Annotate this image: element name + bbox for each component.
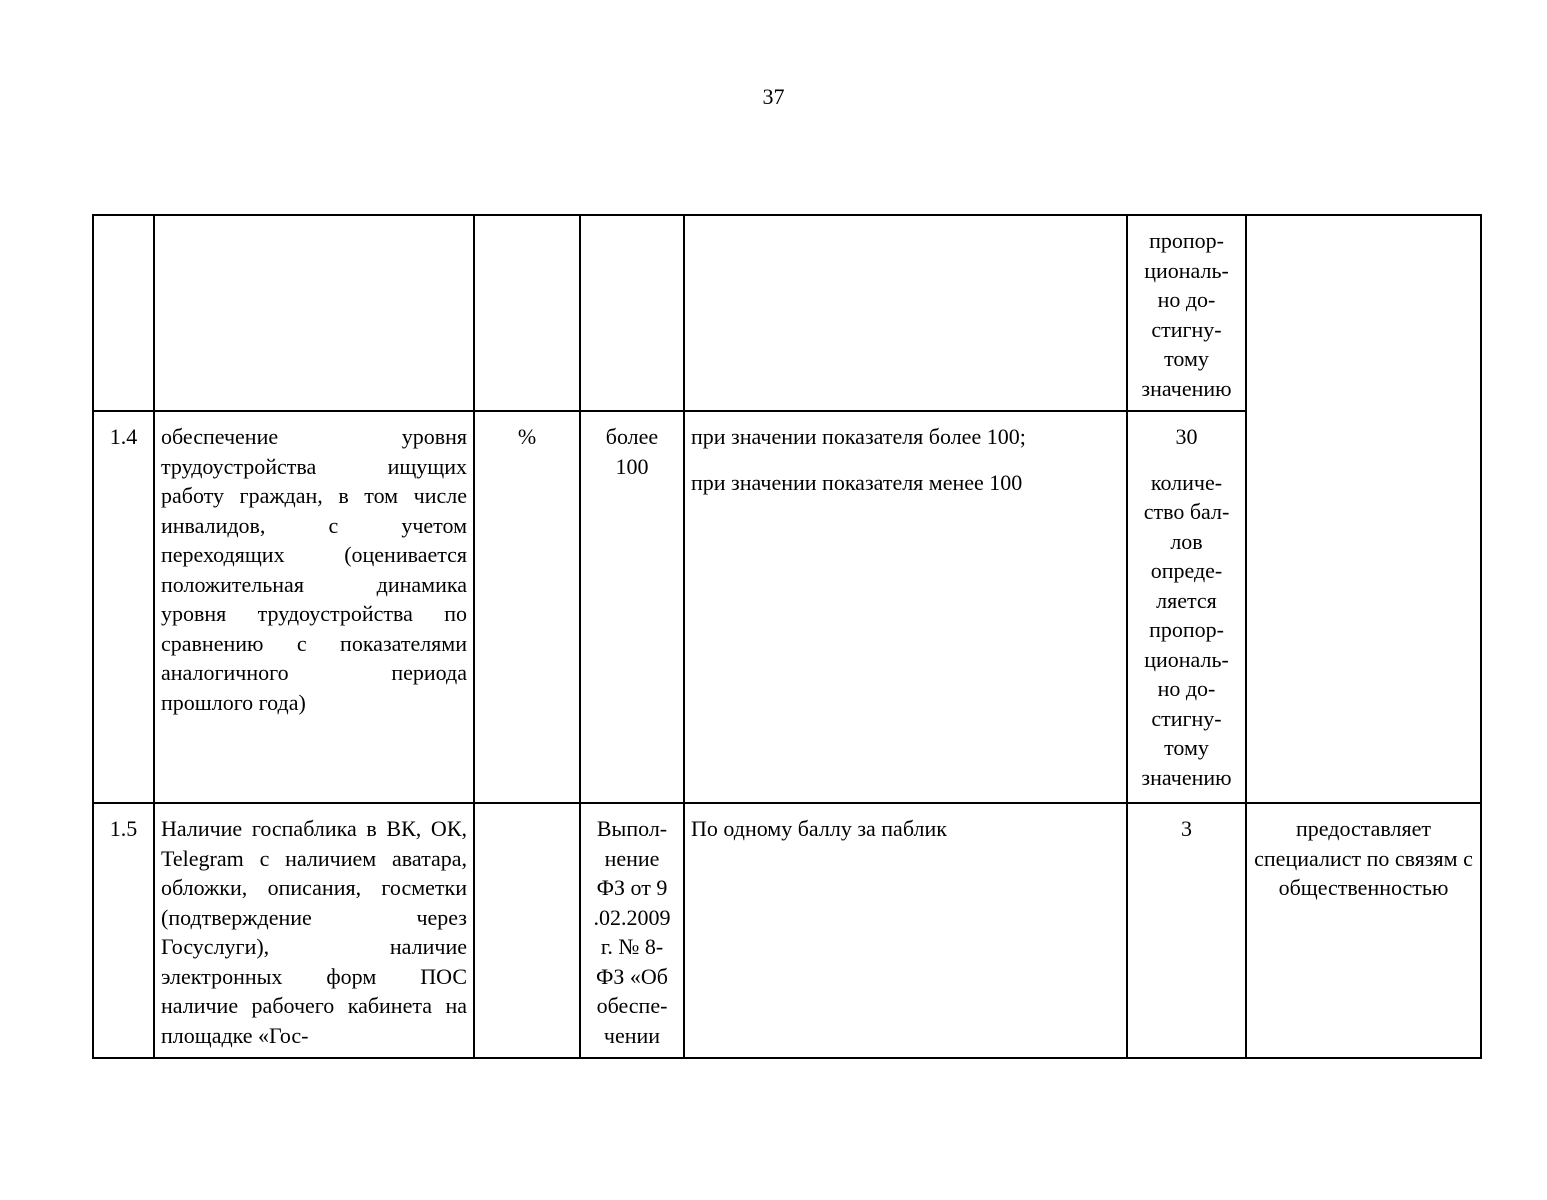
plan-text-line: г. № 8- bbox=[600, 934, 664, 959]
score-text-line: но до- bbox=[1157, 676, 1216, 701]
score-text-line: стигну- bbox=[1151, 316, 1222, 342]
score-value: 3 bbox=[1181, 816, 1192, 841]
score-text-line: но до- bbox=[1157, 287, 1216, 312]
plan-text-line: чении bbox=[603, 1022, 661, 1048]
score-text-line: ляется bbox=[1156, 587, 1217, 613]
table-row bbox=[93, 215, 1481, 411]
plan-text-line: более bbox=[605, 424, 659, 449]
score-text-line: значению bbox=[1141, 764, 1232, 790]
row-number-cell: 1.4 bbox=[93, 411, 154, 803]
score-text-line: опреде- bbox=[1150, 558, 1223, 583]
unit-cell: % bbox=[474, 411, 580, 803]
plan-text-line: нение bbox=[604, 845, 660, 871]
row-number-cell: 1.5 bbox=[93, 803, 154, 1058]
indicator-name-cell: обеспечение уровня трудоустройства ищущих работу граждан, в том числе инвалидов, с учетом переходящих (оценивается положительная динамика уровня трудоустройства по сравнению с показателями аналогичного периода прошлого года) bbox=[154, 411, 474, 803]
plan-text-line: 100 bbox=[615, 453, 649, 479]
score-text-line: циональ- bbox=[1144, 257, 1229, 283]
score-text-line: стигну- bbox=[1151, 705, 1222, 731]
indicator-name-cell bbox=[154, 215, 474, 411]
criteria-cell bbox=[684, 803, 1127, 1058]
plan-value-cell bbox=[580, 215, 684, 411]
unit-cell bbox=[474, 215, 580, 411]
score-text-line: лов bbox=[1170, 528, 1203, 554]
score-text-line: пропор- bbox=[1149, 228, 1224, 253]
source-cell bbox=[1246, 215, 1481, 803]
table-row bbox=[93, 803, 1481, 1058]
plan-text-line: Выпол- bbox=[596, 816, 668, 841]
plan-text-line: ФЗ «Об bbox=[596, 963, 668, 989]
score-text-line: циональ- bbox=[1144, 646, 1229, 672]
unit-cell bbox=[474, 803, 580, 1058]
plan-value-cell bbox=[580, 411, 684, 803]
criterion-text: По одному баллу за паблик bbox=[691, 816, 947, 841]
plan-value-cell bbox=[580, 803, 684, 1058]
score-cell bbox=[1127, 803, 1246, 1058]
page-number: 37 bbox=[762, 84, 785, 109]
plan-text-line: .02.2009 bbox=[593, 904, 671, 930]
score-cell bbox=[1127, 215, 1246, 411]
score-text-line: ство бал- bbox=[1143, 499, 1230, 524]
score-text-line: значению bbox=[1141, 375, 1232, 401]
criteria-table bbox=[92, 214, 1482, 1059]
row-number-cell bbox=[93, 215, 154, 411]
source-cell: предоставляет специалист по связям с общественностью bbox=[1246, 803, 1481, 1058]
indicator-name-cell: Наличие госпаблика в ВК, ОК, Telegram с наличием аватара, обложки, описания, госметки (подтверждение через Госуслуги), наличие электронных форм ПОС наличие рабочего кабинета на площадке «Гос- bbox=[154, 803, 474, 1058]
criteria-cell bbox=[684, 215, 1127, 411]
score-cell bbox=[1127, 411, 1246, 803]
criterion-text: при значении показателя более 100; bbox=[691, 424, 1026, 449]
score-text-line: пропор- bbox=[1149, 617, 1224, 642]
score-text-line: тому bbox=[1164, 346, 1209, 371]
score-text-line: количе- bbox=[1150, 469, 1223, 495]
plan-text-line: ФЗ от 9 bbox=[596, 875, 668, 900]
plan-text-line: обеспе- bbox=[596, 993, 668, 1018]
criterion-text: при значении показателя менее 100 bbox=[691, 469, 1023, 495]
score-text-line: тому bbox=[1164, 735, 1209, 760]
criteria-cell bbox=[684, 411, 1127, 803]
score-value: 30 bbox=[1175, 424, 1198, 449]
